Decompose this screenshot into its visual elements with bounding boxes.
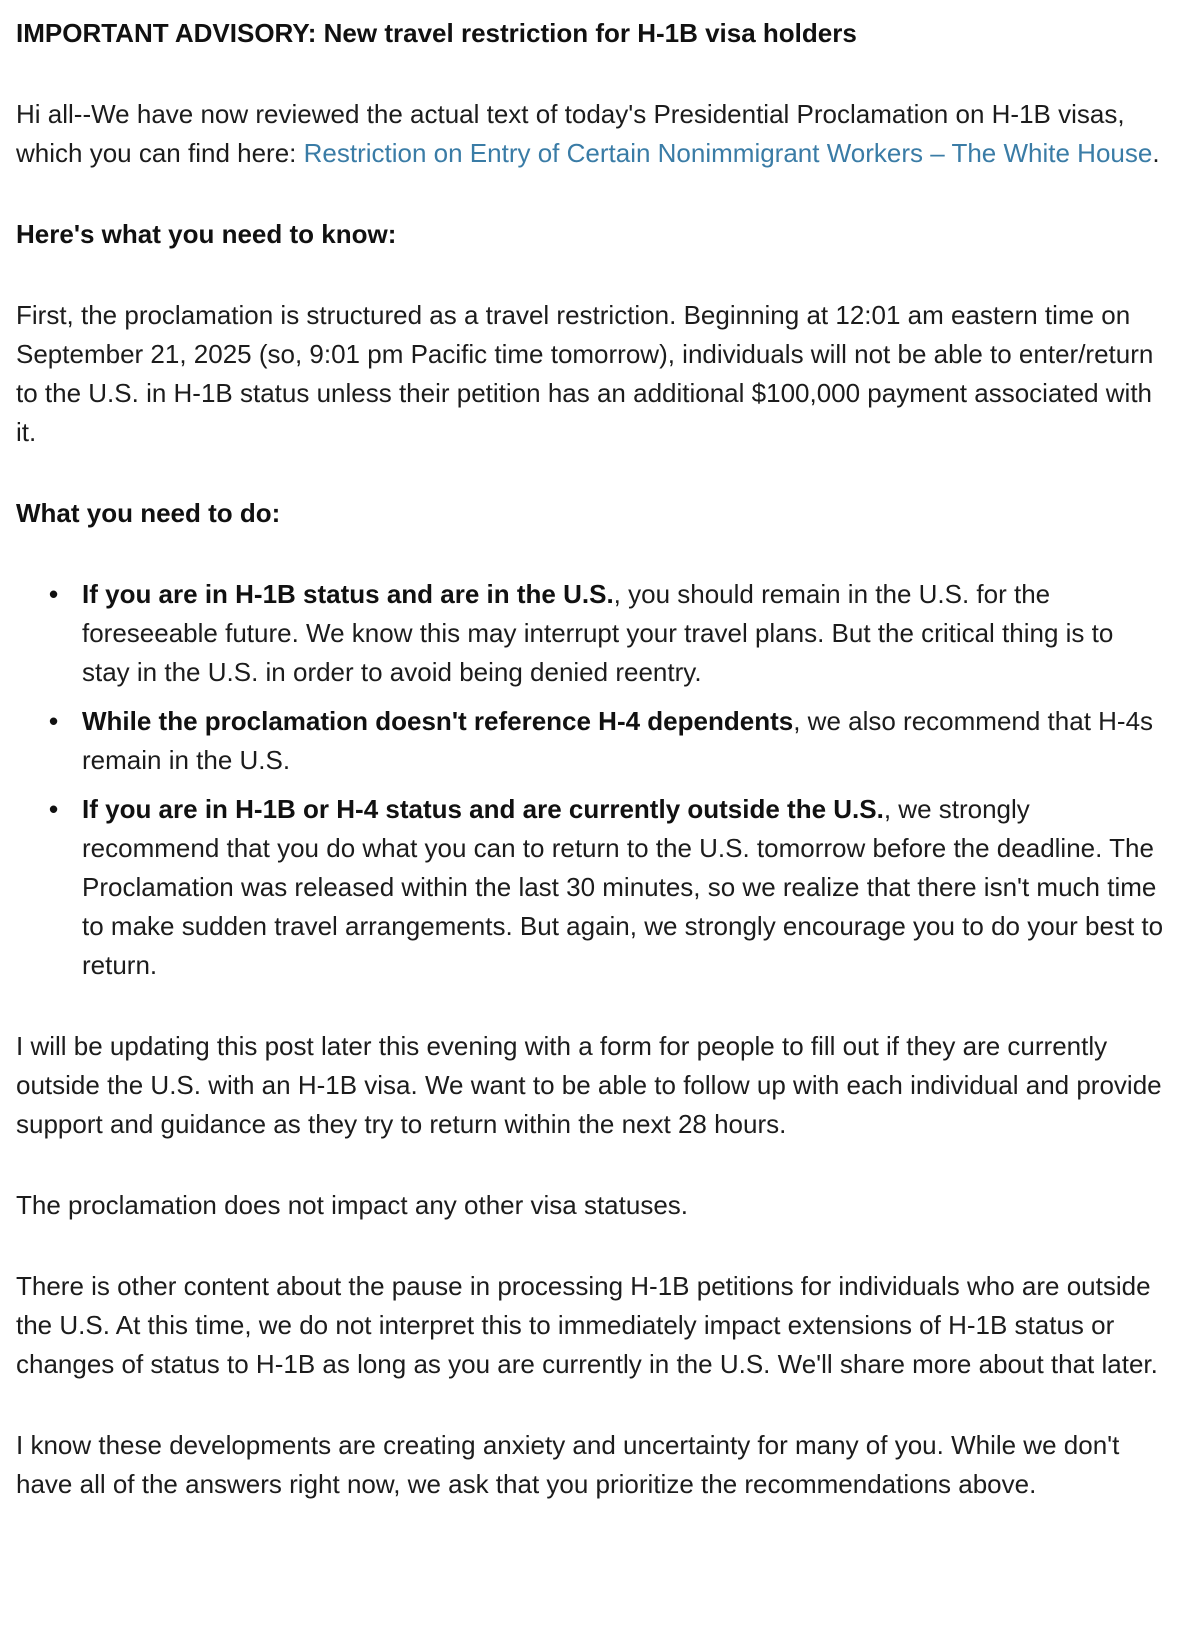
intro-text-after-link: . [1152, 138, 1160, 168]
list-item [16, 702, 1166, 780]
bullet-bold-lead: While the proclamation doesn't reference H-4 dependents [82, 706, 794, 736]
list-item [16, 575, 1166, 692]
list-item [16, 790, 1166, 985]
updating-paragraph: I will be updating this post later this evening with a form for people to fill out if they are currently outside the U.S. with an H-1B visa. We want to be able to follow up with each individual and provide support and guidance as they try to return within the next 28 hours. [16, 1031, 1162, 1139]
todo-list [16, 575, 1166, 985]
bullet-body-text: , you should remain in the U.S. for the foreseeable future. We know this may interrupt your travel plans. But the critical thing is to stay in the U.S. in order to avoid being denied reentry. [82, 579, 1114, 687]
section-heading-know: Here's what you need to know: [16, 219, 397, 249]
closing-paragraph: I know these developments are creating anxiety and uncertainty for many of you. While we don't have all of the answers right now, we ask that you prioritize the recommendations above. [16, 1430, 1120, 1499]
other-content-paragraph: There is other content about the pause in processing H-1B petitions for individuals who are outside the U.S. At this time, we do not interpret this to immediately impact extensions of H-1B status or changes of status to H-1B as long as you are currently in the U.S. We'll share more about that later. [16, 1271, 1158, 1379]
no-impact-paragraph: The proclamation does not impact any other visa statuses. [16, 1190, 689, 1220]
bullet-body-text: , we strongly recommend that you do what you can to return to the U.S. tomorrow before the deadline. The Proclamation was released within the last 30 minutes, so we realize that there isn't much time to make sudden travel arrangements. But again, we strongly encourage you to do your best to return. [82, 794, 1164, 980]
bullet-body-text: , we also recommend that H-4s remain in the U.S. [82, 706, 1154, 775]
advisory-title: IMPORTANT ADVISORY: New travel restriction for H-1B visa holders [16, 18, 857, 48]
intro-text-before-link: Hi all--We have now reviewed the actual text of today's Presidential Proclamation on H-1B visas, which you can find here: [16, 99, 1125, 168]
whitehouse-proclamation-link[interactable]: Restriction on Entry of Certain Nonimmigrant Workers – The White House [303, 138, 1153, 168]
bullet-bold-lead: If you are in H-1B status and are in the U.S. [82, 579, 614, 609]
intro-paragraph [16, 95, 1166, 173]
know-paragraph: First, the proclamation is structured as a travel restriction. Beginning at 12:01 am eastern time on September 21, 2025 (so, 9:01 pm Pacific time tomorrow), individuals will not be able to enter/return to the U.S. in H-1B status unless their petition has an additional $100,000 payment associated with it. [16, 300, 1154, 447]
bullet-bold-lead: If you are in H-1B or H-4 status and are currently outside the U.S. [82, 794, 884, 824]
section-heading-todo: What you need to do: [16, 498, 281, 528]
